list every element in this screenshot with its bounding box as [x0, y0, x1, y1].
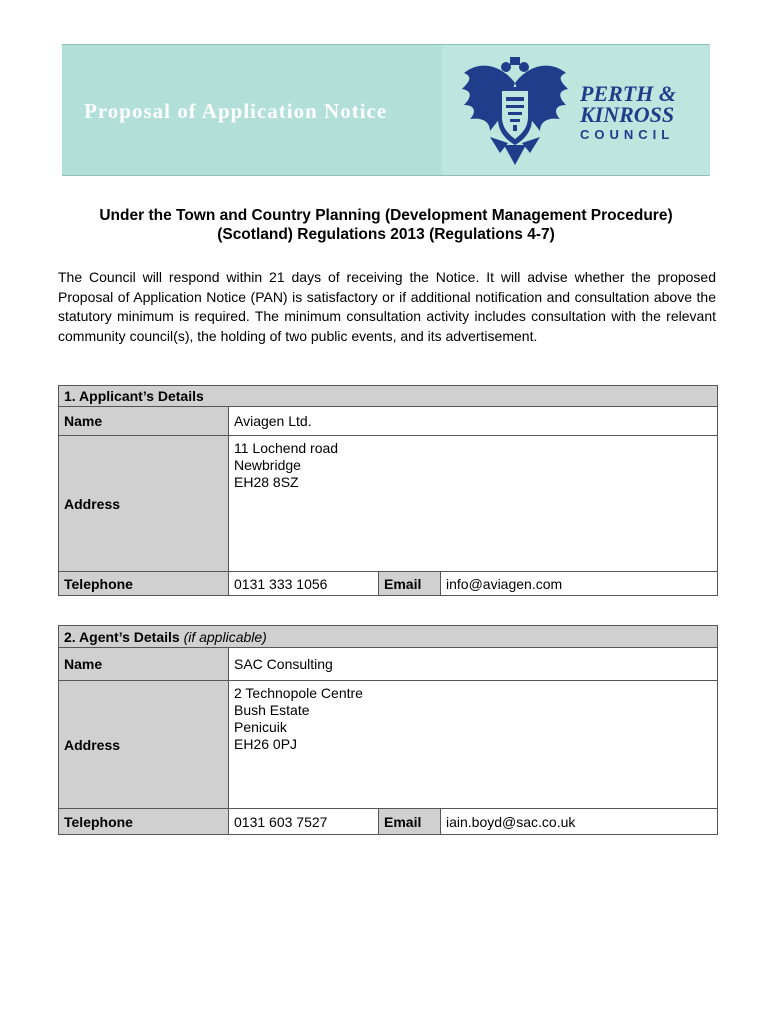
section-title-applicant: 1. Applicant’s Details — [59, 386, 718, 407]
agent-details-table — [58, 625, 718, 835]
applicant-details-table — [58, 385, 718, 596]
address-label: Address — [59, 436, 229, 572]
name-label: Name — [59, 648, 229, 681]
intro-paragraph: The Council will respond within 21 days of receiving the Notice. It will advise whether the proposed Proposal of Application Notice (PAN) is satisfactory or if additional notification and consultation above the statutory minimum is required. The minimum consultation activity includes consultation with the relevant community council(s), the holding of two public events, and its advertisement. — [58, 269, 716, 344]
address-line: Penicuik — [234, 719, 287, 735]
name-label: Name — [59, 407, 229, 436]
section-title-agent — [59, 626, 718, 648]
email-label: Email — [379, 572, 441, 596]
council-name-line3: COUNCIL — [580, 127, 675, 142]
address-line: Bush Estate — [234, 702, 310, 718]
address-label: Address — [59, 681, 229, 809]
regulation-heading: Under the Town and Country Planning (Development Management Procedure) (Scotland) Regulations 2013 (Regulations 4-7) — [99, 207, 673, 243]
agent-section-title: 2. Agent’s Details — [64, 628, 180, 645]
address-line: 11 Lochend road — [234, 440, 339, 456]
address-line: EH26 0PJ — [234, 736, 298, 752]
telephone-label: Telephone — [59, 572, 229, 596]
agent-section-note: (if applicable) — [183, 628, 267, 645]
agent-address-value — [229, 681, 718, 809]
applicant-telephone-value: 0131 333 1056 — [229, 572, 379, 596]
address-line: 2 Technopole Centre — [234, 685, 363, 701]
council-logo-panel — [442, 45, 710, 175]
council-crest-icon — [460, 53, 570, 167]
agent-name-value: SAC Consulting — [229, 648, 718, 681]
form-title: Proposal of Application Notice — [84, 99, 388, 123]
council-name-line1: PERTH & — [580, 81, 676, 106]
council-name-line2: KINROSS — [580, 102, 675, 127]
council-wordmark — [580, 83, 676, 142]
applicant-email-value: info@aviagen.com — [441, 572, 718, 596]
telephone-label: Telephone — [59, 809, 229, 835]
applicant-address-value — [229, 436, 718, 572]
address-line: EH28 8SZ — [234, 474, 299, 490]
applicant-name-value: Aviagen Ltd. — [229, 407, 718, 436]
address-line: Newbridge — [234, 457, 301, 473]
email-label: Email — [379, 809, 441, 835]
header-banner — [62, 44, 710, 176]
agent-email-value: iain.boyd@sac.co.uk — [441, 809, 718, 835]
agent-telephone-value: 0131 603 7527 — [229, 809, 379, 835]
